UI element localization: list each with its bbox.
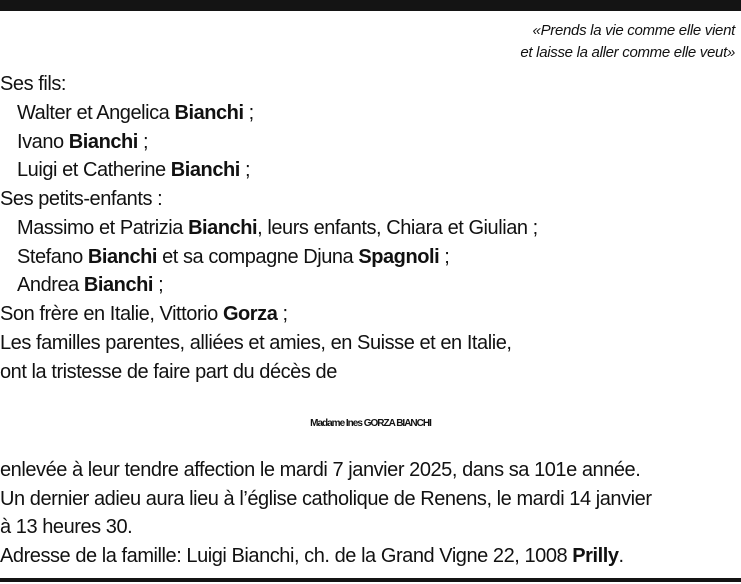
grandchild-1-surname: Bianchi bbox=[188, 217, 258, 239]
grandchild-2-names: Stefano bbox=[17, 246, 88, 268]
address-city: Prilly bbox=[572, 545, 619, 567]
sons-heading: Ses fils: bbox=[0, 73, 66, 95]
son-line-3 bbox=[17, 156, 250, 184]
bottom-border-rule bbox=[0, 578, 741, 582]
address-text: Adresse de la famille: Luigi Bianchi, ch. de la Grand Vigne 22, 1008 bbox=[0, 545, 573, 567]
son-2-names: Ivano bbox=[17, 131, 69, 153]
son-line-1 bbox=[17, 99, 254, 127]
grandchild-2-partner-surname: Spagnoli bbox=[358, 246, 440, 268]
grandchild-1-end: , leurs enfants, Chiara et Giulian ; bbox=[257, 217, 538, 239]
grandchild-line-2 bbox=[17, 243, 449, 271]
address-end: . bbox=[618, 545, 624, 567]
grandchild-line-1 bbox=[17, 214, 538, 242]
son-1-surname: Bianchi bbox=[174, 102, 244, 124]
brother-line bbox=[0, 300, 288, 328]
sorrow-line: ont la tristesse de faire part du décès de bbox=[0, 361, 337, 383]
details-line-2: Un dernier adieu aura lieu à l’église catholique de Renens, le mardi 14 janvier bbox=[0, 488, 652, 510]
son-3-end: ; bbox=[239, 159, 251, 181]
son-3-surname: Bianchi bbox=[170, 159, 240, 181]
son-3-names: Luigi et Catherine bbox=[17, 159, 171, 181]
brother-surname: Gorza bbox=[222, 303, 278, 325]
address-line bbox=[0, 542, 624, 570]
epigraph-quote bbox=[520, 20, 735, 64]
grandchild-1-names: Massimo et Patrizia bbox=[17, 217, 189, 239]
grandchild-3-end: ; bbox=[153, 274, 164, 296]
epigraph-line-1: «Prends la vie comme elle vient bbox=[532, 22, 735, 39]
brother-text: Son frère en Italie, Vittorio bbox=[0, 303, 223, 325]
son-1-end: ; bbox=[243, 102, 254, 124]
brother-end: ; bbox=[277, 303, 288, 325]
son-2-end: ; bbox=[137, 131, 149, 153]
son-line-2 bbox=[17, 128, 148, 156]
families-line: Les familles parentes, alliées et amies, en Suisse et en Italie, bbox=[0, 332, 512, 354]
details-line-1: enlevée à leur tendre affection le mardi 7 janvier 2025, dans sa 101e année. bbox=[0, 459, 641, 481]
deceased-name: Madame Ines GORZA BIANCHI bbox=[310, 418, 431, 429]
son-2-surname: Bianchi bbox=[68, 131, 138, 153]
son-1-names: Walter et Angelica bbox=[17, 102, 175, 124]
grandchildren-heading: Ses petits-enfants : bbox=[0, 188, 163, 210]
details-line-3: à 13 heures 30. bbox=[0, 516, 133, 538]
grandchild-2-surname: Bianchi bbox=[87, 246, 157, 268]
grandchild-3-names: Andrea bbox=[17, 274, 84, 296]
grandchild-2-mid: et sa compagne Djuna bbox=[157, 246, 359, 268]
epigraph-line-2: et laisse la aller comme elle veut» bbox=[520, 44, 735, 61]
grandchild-3-surname: Bianchi bbox=[83, 274, 153, 296]
grandchild-line-3 bbox=[17, 271, 163, 299]
top-border-rule bbox=[0, 0, 741, 11]
grandchild-2-end: ; bbox=[439, 246, 450, 268]
